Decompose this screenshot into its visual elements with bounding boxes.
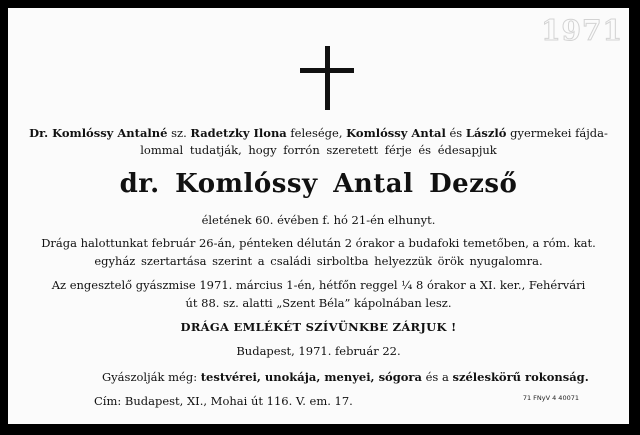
son-name-1: Komlóssy Antal [346,126,446,140]
funeral-line-2: egyház szertartása szerint a családi sirboltba helyezzük örök nyugalomra. [94,254,543,268]
header-line-2: lommal tudatják, hogy forrón szeretett férje és édesapjuk [140,143,497,157]
death-notice-card [8,8,629,424]
place-date: Budapest, 1971. február 22. [236,344,401,358]
address: Cím: Budapest, XI., Mohai út 116. V. em. 17. [94,394,353,408]
year-stamp: 1971 [541,14,623,47]
cross-icon [300,46,354,110]
mourners-list: testvérei, unokája, menyei, sógora [200,370,422,384]
funeral-line-1: Drága halottunkat február 26-án, pénteken délután 2 órakor a budafoki temetőben, a róm. kat. [41,236,596,250]
print-code: 71 FNyV 4 40071 [522,394,579,402]
son-name-2: László [465,126,507,140]
widow-maiden-name: Radetzky Ilona [190,126,287,140]
header-line-1: Dr. Komlóssy Antalné sz. Radetzky Ilona felesége, Komlóssy Antal és László gyermekei fájda- [29,126,608,140]
deceased-name: dr. Komlóssy Antal Dezső [119,169,518,199]
widow-name: Dr. Komlóssy Antalné [29,126,168,140]
mass-line-1: Az engesztelő gyászmise 1971. március 1-én, hétfőn reggel ¼ 8 órakor a XI. ker., Fehérvári [51,278,586,292]
motto: DRÁGA EMLÉKÉT SZÍVÜNKBE ZÁRJUK ! [180,320,457,334]
mourners-line: Gyászolják még: testvérei, unokája, menyei, sógora és a széleskörű rokonság. [102,370,589,384]
mourners-rest: széleskörű rokonság. [452,370,589,384]
death-line: életének 60. évében f. hó 21-én elhunyt. [201,213,436,227]
mass-line-2: út 88. sz. alatti „Szent Béla” kápolnában lesz. [185,296,452,310]
